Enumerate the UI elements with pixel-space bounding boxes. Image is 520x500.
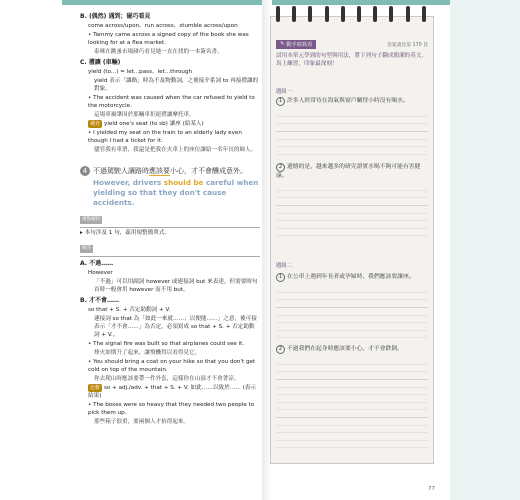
c-note: yield 表示「讓路」時為不及物動詞，之後接介系詞 to 再接禮讓的對象。 bbox=[94, 78, 259, 92]
ring bbox=[276, 6, 280, 22]
ring bbox=[373, 6, 377, 22]
question-4: 2 不過我們在起身時應該要小心，才不會跌倒。 bbox=[276, 345, 428, 354]
example-en: However, drivers should be careful when yielding so that they don't cause accidents. bbox=[93, 178, 259, 207]
b2-ex2-cn: 你去爬山時應該要帶一件外套，這樣你在山頂才不會著涼。 bbox=[94, 376, 240, 382]
focus-tag: 重點解析 bbox=[82, 217, 101, 222]
top-color-bar bbox=[62, 0, 450, 5]
page-number: 77 bbox=[428, 486, 435, 492]
supplement-tag: 補充 bbox=[90, 121, 101, 127]
b2-ex1: • The signal fire was built so that airplanes could see it. bbox=[88, 341, 245, 347]
a-word: However bbox=[88, 270, 113, 276]
c-example1: • The accident was caused when the car refused to yield to the motorcycle. bbox=[88, 95, 255, 109]
answer-reference: 答案請見第 170 頁 bbox=[387, 42, 428, 48]
notepad bbox=[270, 16, 434, 464]
c-tag-text: yield one's seat (to sb) 讓座 (給某人) bbox=[104, 121, 204, 127]
c-example1-cn: 這場車禍肇因於那輛車拒絕禮讓摩托車。 bbox=[94, 112, 195, 118]
answer-lines-4[interactable] bbox=[276, 357, 428, 453]
b-example-cn: 泰咪在跳蚤市場碰巧看見她一直在找的一本簽名書。 bbox=[94, 49, 223, 55]
example-cn: 不過駕駛人讓路時應該要小心，才不會釀成意外。 bbox=[93, 167, 247, 175]
c-example2: • I yielded my seat on the train to an elderly lady even though I had a ticket for it. bbox=[88, 130, 242, 144]
section-two-label: 題組二 bbox=[276, 263, 293, 269]
c-phrase: yield (to...) = let...pass、let...through bbox=[88, 69, 193, 75]
a-heading: A. 不過…… bbox=[80, 260, 114, 267]
c-example2-cn: 儘管我有車票，我還是把我在火車上的座位讓給一名年長的婦人。 bbox=[94, 147, 257, 153]
answer-lines-3[interactable] bbox=[276, 285, 428, 339]
answer-tag: 解答 bbox=[82, 246, 92, 251]
question-3: 1 在公車上遇到年長者或孕婦時，我們應該要讓座。 bbox=[276, 273, 428, 282]
pencil-icon: ✎ bbox=[280, 41, 285, 47]
b-example: • Tammy came across a signed copy of the book she was looking for at a flea market. bbox=[88, 32, 249, 46]
ring bbox=[308, 6, 312, 22]
right-margin-panel bbox=[450, 0, 520, 500]
ring bbox=[325, 6, 329, 22]
b-phrase: come across/upon、run across、stumble across/upon bbox=[88, 23, 238, 29]
ring bbox=[422, 6, 426, 22]
b2-note: 連接詞 so that 為「如此一來就……；以便能……」之意，後可接表示「才不會……」為否定，必須寫成 so that + S. + 否定助動詞 + V.。 bbox=[94, 316, 257, 338]
divider bbox=[80, 256, 260, 257]
a-note: 「不過」可以用副詞 however 或連接詞 but 來表達，但需要時句首時一般會用 however 而不用 but。 bbox=[94, 279, 258, 293]
b2-heading: B. 才不會…… bbox=[80, 297, 119, 304]
ring bbox=[357, 6, 361, 22]
focus-text: ▸ 本句涉及 1 句，茲用規整簡單式。 bbox=[80, 230, 171, 236]
practice-badge: ✎ 動手寫寫看 bbox=[276, 40, 316, 49]
b2-compare: so + adj./adv. + that + S. + V. 如此……以致於…… (表示結果) bbox=[88, 385, 256, 399]
compare-tag: 比較 bbox=[90, 385, 101, 391]
ring bbox=[341, 6, 345, 22]
b2-ex1-cn: 烽火如期升了起來，讓飛機得以看得見它。 bbox=[94, 350, 201, 356]
b2-ex3-cn: 那些箱子很重，要兩個人才抬得起來。 bbox=[94, 419, 190, 425]
example-number: 4 bbox=[80, 166, 90, 176]
b2-formula: so that + S. + 否定助動詞 + V. bbox=[88, 307, 171, 313]
b-heading: B. (偶然) 遇到；碰巧看見 bbox=[80, 13, 151, 20]
b2-ex2: • You should bring a coat on your hike so that you don't get cold on top of the mountain. bbox=[88, 359, 256, 373]
left-column bbox=[80, 10, 260, 426]
notepad-intro: 試用本單元學到的句型與用法，將下列句子翻成簡潔的英文，馬上練習，印象最深刻！ bbox=[276, 53, 428, 67]
answer-lines-2[interactable] bbox=[276, 183, 428, 243]
b2-ex3: • The boxes were so heavy that they needed two people to pick them up. bbox=[88, 402, 255, 416]
answer-lines-1[interactable] bbox=[276, 109, 428, 155]
ring bbox=[389, 6, 393, 22]
section-one-label: 題組一 bbox=[276, 89, 293, 95]
ring bbox=[406, 6, 410, 22]
spiral-binding bbox=[270, 6, 432, 26]
ring bbox=[292, 6, 296, 22]
question-2: 2 遺憾的是，越來越多的研究證實水喝不夠可能有害健康。 bbox=[276, 164, 421, 179]
divider bbox=[80, 227, 260, 228]
notepad-header bbox=[276, 39, 428, 49]
example-sentence bbox=[80, 166, 260, 176]
question-1: 1 許多人經常待在海氣與窗戶關得小時沒有喝水。 bbox=[276, 97, 428, 106]
c-heading: C. 禮讓 (車輛) bbox=[80, 59, 121, 66]
